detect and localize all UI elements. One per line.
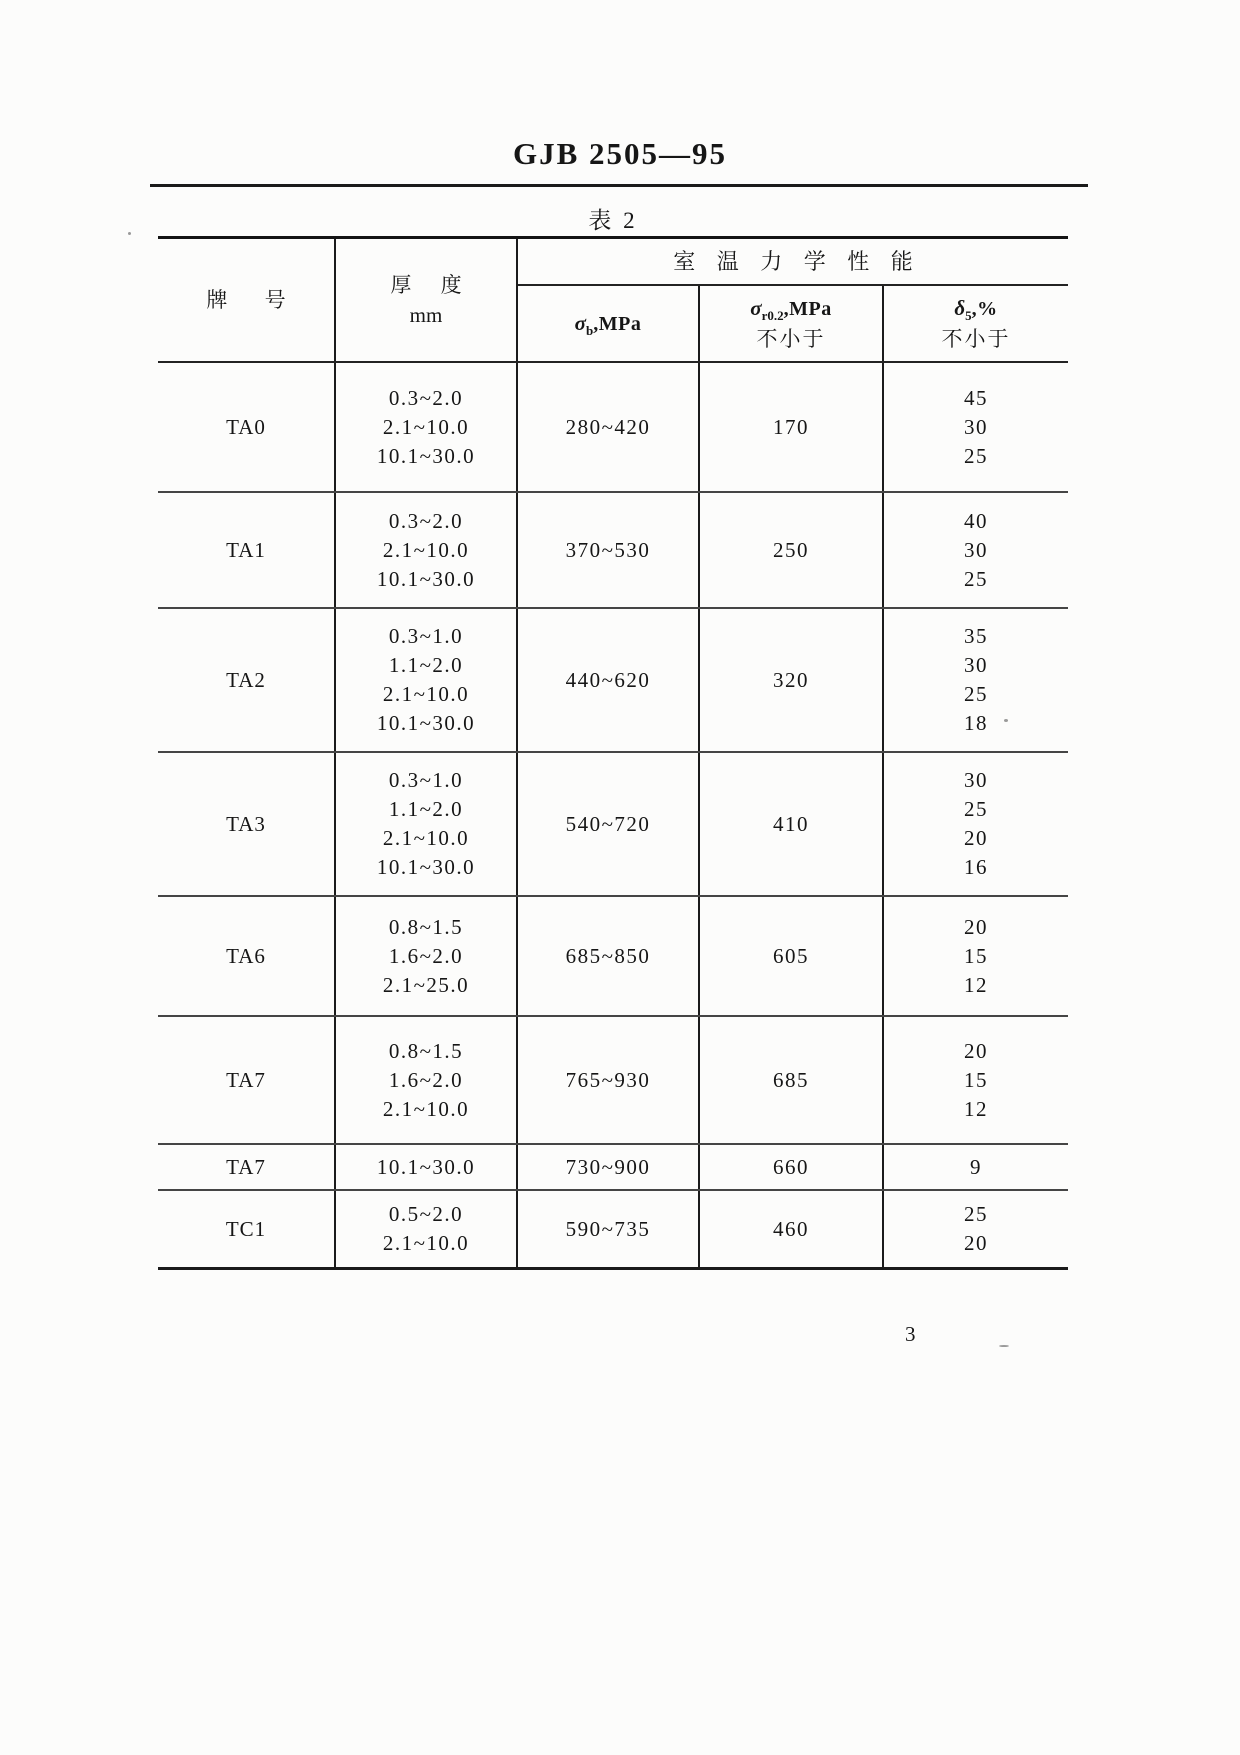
grade-label: TA7 <box>226 1154 266 1179</box>
sigma-b-cell <box>518 363 700 491</box>
thickness-cell <box>336 897 518 1015</box>
thickness-cell <box>336 1145 518 1189</box>
delta5-line: 25 <box>964 682 988 706</box>
delta5-line: 30 <box>964 653 988 677</box>
thickness-cell <box>336 363 518 491</box>
table-row <box>158 895 1068 1015</box>
delta5-cell <box>884 609 1068 751</box>
delta5-line: 20 <box>964 914 988 939</box>
thickness-line: 10.1~30.0 <box>376 711 476 735</box>
col-header-thickness <box>336 239 518 361</box>
delta5-line: 15 <box>964 1067 988 1092</box>
thickness-line: 2.1~10.0 <box>382 682 470 706</box>
table-row <box>158 751 1068 895</box>
delta5-line: 20 <box>964 1231 988 1255</box>
delta5-line: 20 <box>964 1038 988 1063</box>
sigma-b-cell <box>518 897 700 1015</box>
thickness-cell <box>336 753 518 895</box>
table-row <box>158 1189 1068 1267</box>
thickness-cell <box>336 1191 518 1267</box>
sigma-b-cell <box>518 1191 700 1267</box>
sigma-b-value: 370~530 <box>565 537 651 562</box>
thickness-line: 2.1~10.0 <box>382 414 470 439</box>
sigma-b-value: 685~850 <box>565 943 651 968</box>
thickness-title: 厚 度 <box>390 273 474 297</box>
sigma-b-value: 765~930 <box>565 1067 651 1092</box>
sigma-r02-cell <box>700 897 884 1015</box>
sigma-r02-value: 605 <box>773 943 809 968</box>
thickness-line: 10.1~30.0 <box>376 566 476 591</box>
thickness-line: 0.3~2.0 <box>388 508 464 533</box>
grade-label: TA3 <box>226 811 266 836</box>
thickness-line: 0.3~1.0 <box>388 768 464 792</box>
col-header-grade: 牌 号 <box>158 239 336 361</box>
thickness-line: 0.5~2.0 <box>388 1202 464 1226</box>
grade-cell <box>158 753 336 895</box>
grade-label: TA0 <box>226 414 266 439</box>
sigma-b-value: 590~735 <box>565 1216 651 1241</box>
col-header-sigma-r02 <box>700 286 884 361</box>
sigma-b-value: 280~420 <box>565 414 651 439</box>
sigma-r02-value: 170 <box>773 414 809 439</box>
sigma-r02-label: $\sigma_{r0.2},MPa$ <box>750 296 832 324</box>
thickness-line: 0.3~1.0 <box>388 624 464 648</box>
table-2 <box>158 236 1068 1270</box>
table-row <box>158 1015 1068 1143</box>
sigma-b-cell <box>518 493 700 607</box>
sigma-b-cell <box>518 1145 700 1189</box>
delta5-line: 30 <box>964 768 988 792</box>
scan-speck <box>1004 719 1008 722</box>
thickness-cell <box>336 493 518 607</box>
thickness-line: 2.1~10.0 <box>382 537 470 562</box>
delta5-cell <box>884 753 1068 895</box>
sigma-r02-cell <box>700 1017 884 1143</box>
delta5-line: 35 <box>964 624 988 648</box>
thickness-line: 1.1~2.0 <box>388 797 464 821</box>
sigma-b-value: 440~620 <box>565 667 651 692</box>
thickness-line: 2.1~10.0 <box>382 826 470 850</box>
delta5-line: 9 <box>970 1154 982 1179</box>
delta5-line: 12 <box>964 972 988 997</box>
thickness-cell <box>336 1017 518 1143</box>
delta5-line: 15 <box>964 943 988 968</box>
thickness-line: 0.8~1.5 <box>388 914 464 939</box>
delta5-line: 40 <box>964 508 988 533</box>
sigma-r02-cell <box>700 1191 884 1267</box>
grade-cell <box>158 1145 336 1189</box>
header-rule <box>150 184 1088 187</box>
delta5-line: 30 <box>964 537 988 562</box>
delta5-line: 25 <box>964 443 988 468</box>
grade-label: TC1 <box>225 1216 267 1241</box>
grade-label: TA1 <box>226 537 266 562</box>
delta5-line: 45 <box>964 385 988 410</box>
thickness-line: 2.1~10.0 <box>382 1231 470 1255</box>
delta5-cell <box>884 363 1068 491</box>
scan-speck <box>128 232 131 235</box>
delta5-label: $\delta_5,\%$ <box>954 296 998 324</box>
thickness-line: 1.6~2.0 <box>388 943 464 968</box>
delta5-line: 30 <box>964 414 988 439</box>
group-header-room-temp-properties: 室 温 力 学 性 能 <box>518 239 1068 286</box>
sigma-r02-value: 320 <box>773 667 809 692</box>
grade-cell <box>158 897 336 1015</box>
page-number: 3 <box>905 1322 916 1346</box>
sigma-r02-cell <box>700 1145 884 1189</box>
sigma-b-label: $\sigma_b,MPa$ <box>574 311 642 339</box>
sigma-b-cell <box>518 609 700 751</box>
delta5-line: 25 <box>964 797 988 821</box>
grade-cell <box>158 1191 336 1267</box>
table-row <box>158 363 1068 491</box>
delta5-cell <box>884 1145 1068 1189</box>
sigma-b-cell <box>518 753 700 895</box>
delta5-line: 25 <box>964 1202 988 1226</box>
delta5-cell <box>884 493 1068 607</box>
sigma-r02-cell <box>700 753 884 895</box>
thickness-line: 10.1~30.0 <box>376 855 476 879</box>
delta5-qualifier: 不小于 <box>941 327 1011 351</box>
table-header <box>158 239 1068 363</box>
delta5-line: 25 <box>964 566 988 591</box>
col-header-delta5 <box>884 286 1068 361</box>
thickness-line: 0.3~2.0 <box>388 385 464 410</box>
table-row <box>158 1143 1068 1189</box>
grade-cell <box>158 493 336 607</box>
thickness-line: 10.1~30.0 <box>376 443 476 468</box>
thickness-unit: mm <box>409 303 443 327</box>
sigma-r02-qualifier: 不小于 <box>756 327 826 351</box>
grade-label: TA7 <box>226 1067 266 1092</box>
grade-cell <box>158 609 336 751</box>
delta5-cell <box>884 897 1068 1015</box>
table-row <box>158 607 1068 751</box>
sigma-r02-cell <box>700 363 884 491</box>
delta5-cell <box>884 1017 1068 1143</box>
delta5-line: 18 <box>964 711 988 735</box>
sigma-r02-value: 410 <box>773 811 809 836</box>
grade-label: TA6 <box>226 943 266 968</box>
sigma-b-value: 540~720 <box>565 811 651 836</box>
delta5-line: 20 <box>964 826 988 850</box>
sigma-r02-cell <box>700 493 884 607</box>
sigma-b-cell <box>518 1017 700 1143</box>
thickness-line: 2.1~10.0 <box>382 1096 470 1121</box>
thickness-cell <box>336 609 518 751</box>
grade-cell <box>158 363 336 491</box>
thickness-line: 1.1~2.0 <box>388 653 464 677</box>
sigma-r02-cell <box>700 609 884 751</box>
grade-label: TA2 <box>226 667 266 692</box>
col-header-sigma-b <box>518 286 700 361</box>
scan-speck <box>999 1345 1009 1347</box>
table-row <box>158 491 1068 607</box>
sigma-r02-value: 460 <box>773 1216 809 1241</box>
sigma-r02-value: 250 <box>773 537 809 562</box>
standard-code: GJB 2505—95 <box>512 136 728 171</box>
delta5-cell <box>884 1191 1068 1267</box>
sigma-r02-value: 685 <box>773 1067 809 1092</box>
thickness-line: 1.6~2.0 <box>388 1067 464 1092</box>
table-body <box>158 363 1068 1267</box>
table-caption: 表 2 <box>588 208 638 233</box>
thickness-line: 0.8~1.5 <box>388 1038 464 1063</box>
delta5-line: 16 <box>964 855 988 879</box>
sigma-r02-value: 660 <box>773 1154 809 1179</box>
thickness-line: 2.1~25.0 <box>382 972 470 997</box>
sigma-b-value: 730~900 <box>565 1154 651 1179</box>
thickness-line: 10.1~30.0 <box>376 1154 476 1179</box>
grade-cell <box>158 1017 336 1143</box>
delta5-line: 12 <box>964 1096 988 1121</box>
